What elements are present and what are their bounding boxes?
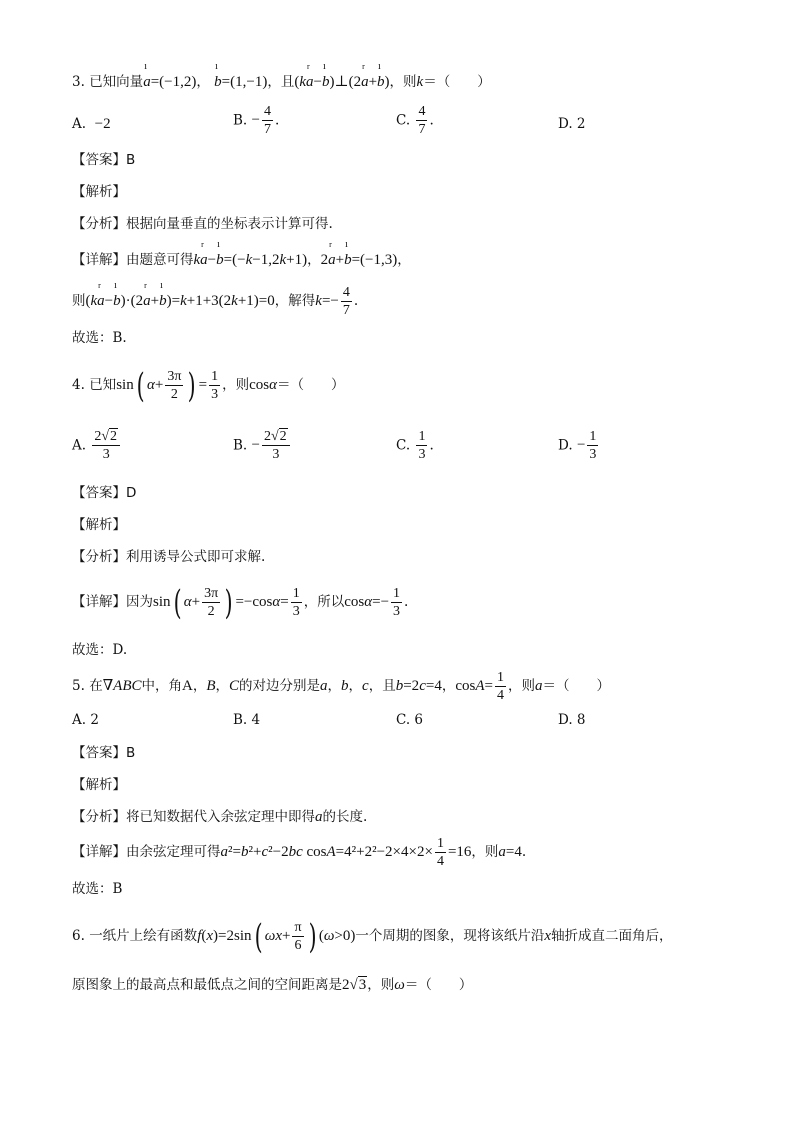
q5-option-c: C. 6 — [396, 712, 424, 728]
q6-stem: 6. 一纸片上绘有函数f(x)=2sin( ωx+ $\frac{\pi}{6}$ ) (ω>0)一个周期的图象，现将该纸片沿x轴折成直二面角后， — [72, 916, 673, 957]
q3-option-c: C. $\frac{4}{7}$ . — [396, 104, 434, 137]
q4-option-c: C. $\frac{1}{3}$ . — [396, 429, 434, 462]
q4-option-a: A. $\frac{2√2}{3}$ — [72, 428, 122, 463]
q5-jiexi: 【解析】 — [72, 777, 126, 793]
q3-option-b: B. − $\frac{4}{7}$ . — [233, 104, 280, 137]
q3-fenxi: 【分析】根据向量垂直的坐标表示计算可得. — [72, 216, 333, 232]
q5-option-b: B. 4 — [233, 712, 261, 728]
q4-answer: 【答案】D — [72, 485, 137, 501]
q4-jiexi: 【解析】 — [72, 517, 126, 533]
q3-then-line: 则(kr a−ı b)·(2r a+ı b)=k+1+3(2k+1)=0，解得k=− $\frac{4}{7}$ . — [72, 284, 754, 319]
q4-fenxi: 【分析】利用诱导公式即可求解. — [72, 549, 266, 565]
q4-option-b: B. − $\frac{2√2}{3}$ — [233, 428, 292, 463]
q3-stem: 3. 已知向量ı a=(−1,2)， ı b=(1,−1)，且(kr a−ı b)⊥(2r a+ı b)，则k＝（ ） — [72, 72, 754, 92]
q5-xiangjie: 【详解】由余弦定理可得a²=b²+c²−2bc cosA=4²+2²−2×4×2× $\frac{1}{4}$ =16，则a=4. — [72, 836, 527, 869]
q3-jiexi: 【解析】 — [72, 184, 126, 200]
q5-option-d: D. 8 — [558, 712, 586, 728]
q5-option-a: A. 2 — [72, 712, 99, 728]
q5-stem: 5. 在∇ABC中，角A，B，C的对边分别是a，b，c，且b=2c=4，cosA= $\frac{1}{4}$ ，则a＝（ ） — [72, 670, 610, 703]
q3-answer: 【答案】B — [72, 152, 136, 168]
q3-option-d: D. 2 — [558, 116, 586, 132]
q4-stem: 4. 已知sin( α+ $\frac{3\pi}{2}$ ) = $\frac{1}{3}$ ，则cosα＝（ ） — [72, 365, 345, 406]
q4-xiangjie: 【详解】因为sin( α+ $\frac{3\pi}{2}$ ) =−cosα= $\frac{1}{3}$ ，所以cosα=− $\frac{1}{3}$ . — [72, 582, 409, 623]
q4-guxuan: 故选：D. — [72, 642, 128, 658]
q5-fenxi: 【分析】将已知数据代入余弦定理中即得a的长度. — [72, 809, 368, 825]
q4-option-d: D. − $\frac{1}{3}$ — [558, 429, 597, 462]
q3-option-a: A. −2 — [72, 116, 111, 132]
q3-guxuan: 故选：B. — [72, 330, 127, 346]
q6-line2: 原图象上的最高点和最低点之间的空间距离是2√3，则ω＝（ ） — [72, 977, 473, 993]
q5-guxuan: 故选：B — [72, 881, 123, 897]
q5-answer: 【答案】B — [72, 745, 136, 761]
q3-xiangjie: 【详解】由题意可得kr a−ı b=(−k−1,2k+1)，2r a+ı b=(−1,3)， — [72, 250, 754, 270]
